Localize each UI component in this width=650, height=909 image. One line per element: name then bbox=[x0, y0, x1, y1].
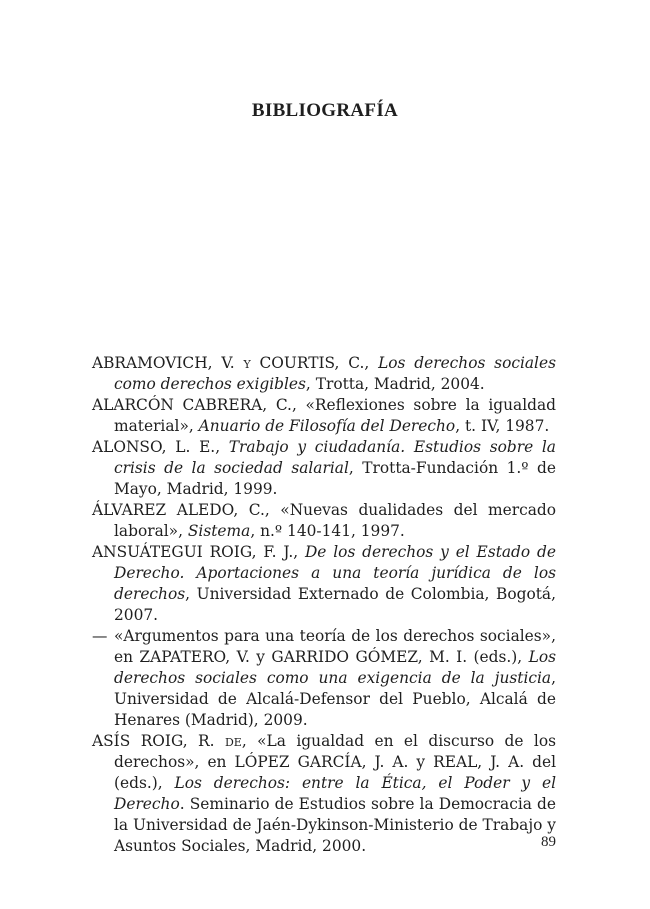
entry-author: ANSUÁTEGUI ROIG, F. J., bbox=[92, 543, 299, 561]
entry-text: «Nuevas dualidades del mercado laboral», bbox=[114, 501, 556, 540]
bibliography-entry bbox=[92, 353, 556, 395]
bibliography-entry bbox=[92, 500, 556, 542]
entry-publication: . Seminario de Estudios sobre la Democracia de la Universidad de Jaén-Dykinson-Ministerio de Trabajo y Asuntos Sociales, Madrid, 2000. bbox=[114, 795, 556, 855]
repeat-author-dash: — bbox=[92, 627, 108, 645]
entry-author: ABRAMOVICH, V. y COURTIS, C., bbox=[92, 354, 370, 372]
entry-work-title: Sistema bbox=[187, 522, 251, 540]
bibliography-entry bbox=[92, 731, 556, 857]
entry-work-title: Los derechos: entre la Ética, el Poder y el Derecho bbox=[114, 774, 557, 813]
entry-text bbox=[220, 438, 229, 456]
entry-publication: , t. IV, 1987. bbox=[455, 417, 550, 435]
entry-publication: , Universidad Externado de Colombia, Bogotá, 2007. bbox=[114, 585, 556, 624]
entry-text bbox=[298, 543, 305, 561]
entry-publication: , Trotta-Fundación 1.º de Mayo, Madrid, 1999. bbox=[114, 459, 556, 498]
bibliography-entry bbox=[92, 626, 556, 731]
entry-work-title: De los derechos y el Estado de Derecho. Aportaciones a una teoría jurídica de los derechos bbox=[114, 543, 556, 603]
bibliography-entry bbox=[92, 542, 556, 626]
entry-author: ALONSO, L. E., bbox=[92, 438, 221, 456]
entry-text: «Argumentos para una teoría de los derechos sociales», en ZAPATERO, V. y GARRIDO GÓMEZ, M. I. (eds.), bbox=[114, 627, 556, 666]
bibliography-entry bbox=[92, 395, 556, 437]
entry-text bbox=[369, 354, 378, 372]
entry-author: ALARCÓN CABRERA, C., bbox=[92, 396, 297, 414]
entry-work-title: Trabajo y ciudadanía. Estudios sobre la crisis de la sociedad salarial bbox=[114, 438, 556, 477]
entry-publication: , Trotta, Madrid, 2004. bbox=[305, 375, 485, 393]
bibliography-entry bbox=[92, 437, 556, 500]
entry-author: ÁLVAREZ ALEDO, C., bbox=[92, 501, 270, 519]
page-number: 89 bbox=[541, 834, 556, 850]
entry-author: ASÍS ROIG, R. de, bbox=[92, 732, 247, 750]
entry-publication: , n.º 140-141, 1997. bbox=[250, 522, 405, 540]
entry-text: «La igualdad en el discurso de los derechos», en LÓPEZ GARCÍA, J. A. y REAL, J. A. del (eds.), bbox=[114, 732, 557, 792]
entry-work-title: Los derechos sociales como una exigencia de la justicia bbox=[114, 648, 556, 687]
entry-work-title: Los derechos sociales como derechos exigibles bbox=[114, 354, 556, 393]
bibliography-list bbox=[92, 353, 556, 857]
entry-publication: , Universidad de Alcalá-Defensor del Pueblo, Alcalá de Henares (Madrid), 2009. bbox=[114, 669, 556, 729]
entry-work-title: Anuario de Filosofía del Derecho bbox=[198, 417, 456, 435]
entry-text: «Reflexiones sobre la igualdad material», bbox=[114, 396, 556, 435]
page-title: BIBLIOGRAFÍA bbox=[251, 100, 399, 121]
